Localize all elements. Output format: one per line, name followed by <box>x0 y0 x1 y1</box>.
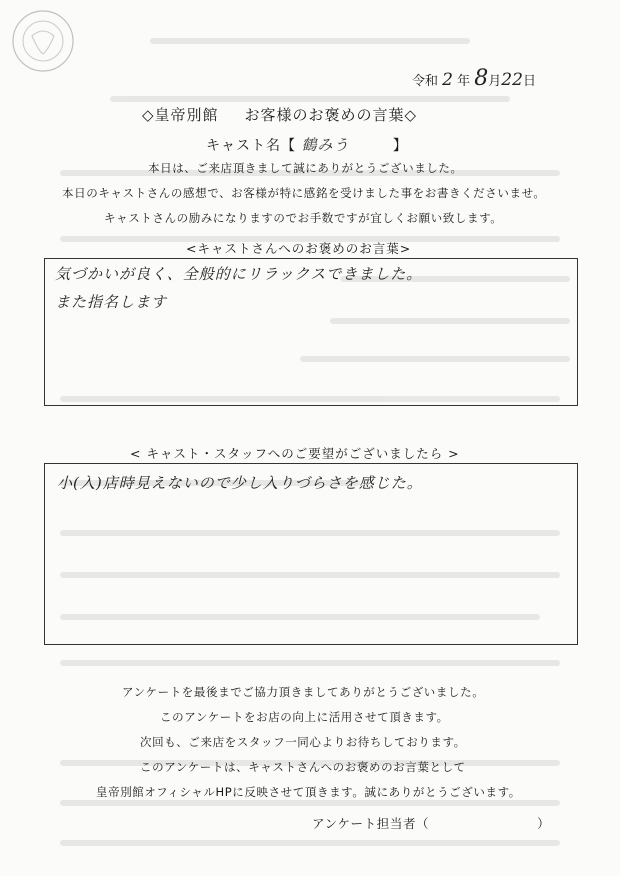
closing-line-4: このアンケートは、キャストさんへのお褒めのお言葉として <box>140 760 466 774</box>
cast-name-row <box>206 134 408 155</box>
closing-line-1: アンケートを最後までご協力頂きましてありがとうございました。 <box>122 685 485 699</box>
intro-line-2: 本日のキャストさんの感想で、お客様が特に感銘を受けました事をお書きくださいませ。 <box>62 186 546 200</box>
form-date <box>412 66 536 91</box>
stamp-seal-icon <box>10 8 76 74</box>
request-heading: < キャスト・スタッフへのご要望がございましたら > <box>130 446 460 461</box>
page-title <box>142 104 417 125</box>
request-line-1: 小(入)店時見えないので少し入りづらさを感じた。 <box>57 474 423 492</box>
closing-line-2: このアンケートをお店の向上に活用させて頂きます。 <box>160 710 449 724</box>
cast-name-close: 】 <box>392 138 408 154</box>
praise-box <box>44 258 578 406</box>
request-box <box>44 463 578 645</box>
date-day: 22 <box>501 70 523 90</box>
praise-line-2: また指名します <box>55 293 168 311</box>
praise-heading: <キャストさんへのお褒めのお言葉> <box>186 241 412 256</box>
closing-line-5: 皇帝別館オフィシャルHPに反映させて頂きます。誠にありがとうございます。 <box>96 785 521 799</box>
title-store: ◇皇帝別館 <box>142 106 219 124</box>
date-year-unit: 年 <box>457 74 471 89</box>
closing-line-3: 次回も、ご来店をスタッフ一同心よりお待ちしております。 <box>140 735 466 749</box>
intro-line-1: 本日は、ご来店頂きまして誠にありがとうございました。 <box>148 161 463 175</box>
cast-name-value: 鶴みう <box>301 136 350 154</box>
staff-label: アンケート担当者（ <box>312 816 430 831</box>
date-era: 令和 <box>412 74 439 89</box>
praise-line-1: 気づかいが良く、全般的にリラックスできました。 <box>55 265 423 283</box>
date-month: 8 <box>474 66 489 91</box>
title-subject: お客様のお褒めの言葉◇ <box>244 106 418 124</box>
staff-row <box>312 814 550 832</box>
date-month-unit: 月 <box>488 74 502 89</box>
staff-close: ） <box>537 816 551 831</box>
date-year: 2 <box>442 70 453 90</box>
date-day-unit: 日 <box>522 74 536 89</box>
intro-line-3: キャストさんの励みになりますのでお手数ですが宜しくお願い致します。 <box>104 211 503 225</box>
cast-name-label: キャスト名【 <box>206 138 296 154</box>
